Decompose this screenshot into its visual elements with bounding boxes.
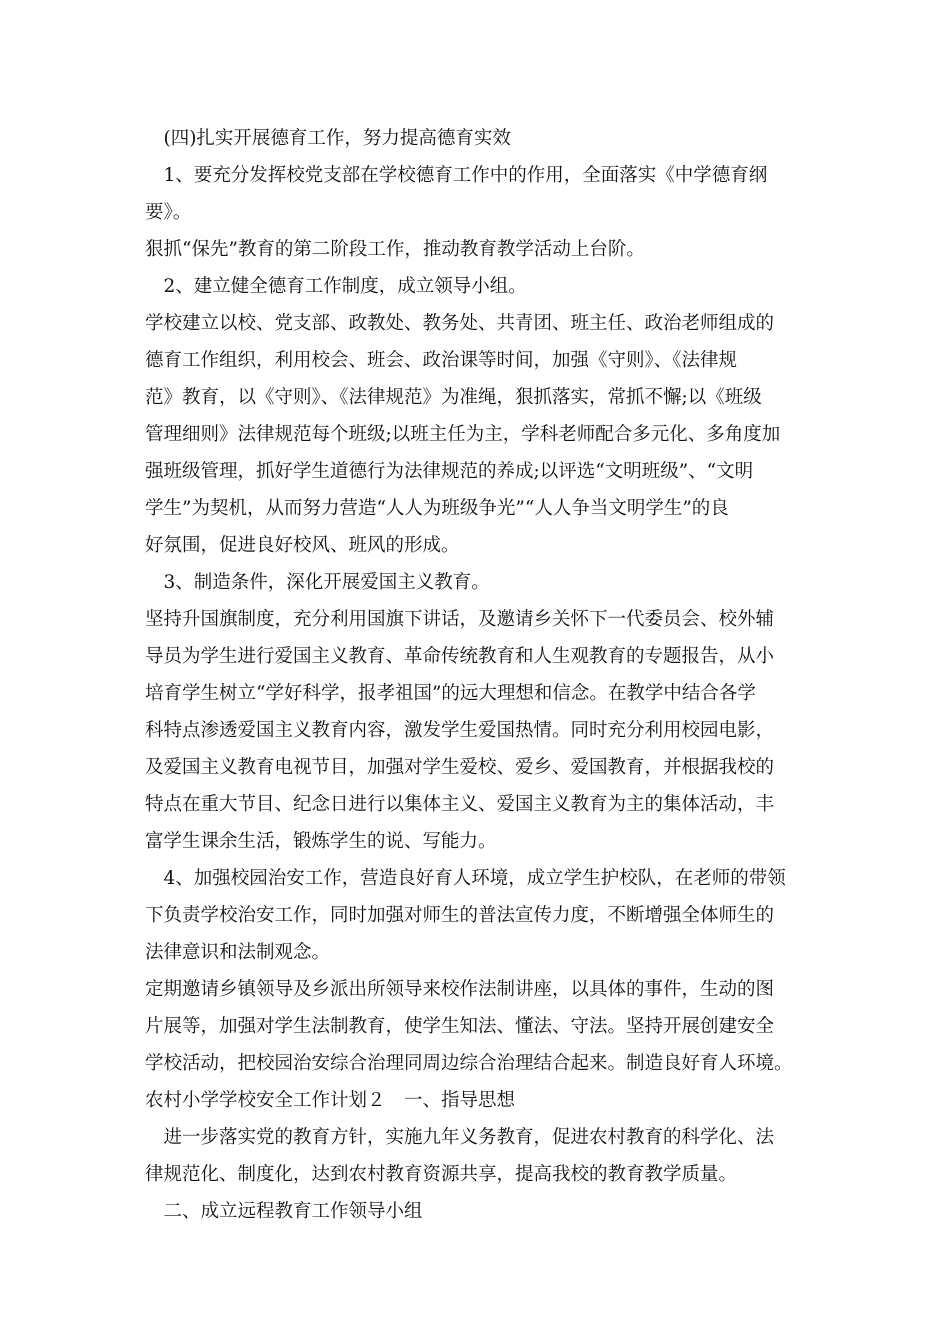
paragraph-line: 及爱国主义教育电视节目，加强对学生爱校、爱乡、爱国教育，并根据我校的	[145, 757, 775, 778]
paragraph-line: 法律意识和法制观念。	[145, 942, 331, 963]
paragraph-line: 科特点渗透爱国主义教育内容，激发学生爱国热情。同时充分利用校园电影，	[145, 720, 775, 741]
section-heading-line: 农村小学学校安全工作计划２ 一、指导思想	[145, 1090, 516, 1111]
section-heading-line: 二、成立远程教育工作领导小组	[145, 1201, 423, 1222]
paragraph-line: 范》教育，以《守则》、《法律规范》为准绳，狠抓落实，常抓不懈;以《班级	[145, 387, 762, 408]
paragraph-line: 律规范化、制度化，达到农村教育资源共享，提高我校的教育教学质量。	[145, 1164, 738, 1185]
paragraph-line: 培育学生树立“学好科学，报孝祖国”的远大理想和信念。在教学中结合各学	[145, 683, 756, 704]
paragraph-line: 4、加强校园治安工作，营造良好育人环境，成立学生护校队，在老师的带领	[145, 868, 786, 889]
paragraph-line: 学校建立以校、党支部、政教处、教务处、共青团、班主任、政治老师组成的	[145, 313, 775, 334]
paragraph-line: 定期邀请乡镇领导及乡派出所领导来校作法制讲座，以具体的事件，生动的图	[145, 979, 775, 1000]
paragraph-line: 2、建立健全德育工作制度，成立领导小组。	[145, 276, 527, 297]
document-body	[145, 120, 815, 1230]
paragraph-line: 学校活动，把校园治安综合治理同周边综合治理结合起来。制造良好育人环境。	[145, 1053, 793, 1074]
paragraph-line: 强班级管理，抓好学生道德行为法律规范的养成;以评选“文明班级”、“文明	[145, 461, 754, 482]
paragraph-line: 管理细则》法律规范每个班级;以班主任为主，学科老师配合多元化、多角度加	[145, 424, 781, 445]
paragraph-line: 德育工作组织，利用校会、班会、政治课等时间，加强《守则》、《法律规	[145, 350, 738, 371]
paragraph-line: 下负责学校治安工作，同时加强对师生的普法宣传力度，不断增强全体师生的	[145, 905, 775, 926]
paragraph-line: 学生”为契机，从而努力营造“人人为班级争光”“人人争当文明学生”的良	[145, 498, 729, 519]
paragraph-line: 导员为学生进行爱国主义教育、革命传统教育和人生观教育的专题报告，从小	[145, 646, 775, 667]
paragraph-line: 1、要充分发挥校党支部在学校德育工作中的作用，全面落实《中学德育纲	[145, 165, 768, 186]
paragraph-line: 坚持升国旗制度，充分利用国旗下讲话，及邀请乡关怀下一代委员会、校外辅	[145, 609, 775, 630]
paragraph-line: 要》。	[145, 202, 192, 223]
paragraph-line: 片展等，加强对学生法制教育，使学生知法、懂法、守法。坚持开展创建安全	[145, 1016, 775, 1037]
paragraph-line: 3、制造条件，深化开展爱国主义教育。	[145, 572, 490, 593]
paragraph-line: 进一步落实党的教育方针，实施九年义务教育，促进农村教育的科学化、法	[145, 1127, 775, 1148]
paragraph-line: 好氛围，促进良好校风、班风的形成。	[145, 535, 460, 556]
paragraph-line: 狠抓“保先”教育的第二阶段工作，推动教育教学活动上台阶。	[145, 239, 645, 260]
paragraph-line: 富学生课余生活，锻炼学生的说、写能力。	[145, 831, 497, 852]
paragraph-line: 特点在重大节目、纪念日进行以集体主义、爱国主义教育为主的集体活动，丰	[145, 794, 775, 815]
paragraph-line: (四)扎实开展德育工作，努力提高德育实效	[145, 128, 511, 149]
